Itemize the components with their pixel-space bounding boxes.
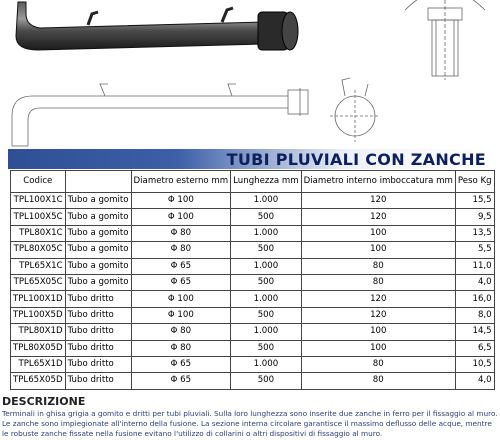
cell-peso: 4,0 (455, 274, 494, 290)
table-row (11, 193, 495, 209)
cell-diametro: Φ 80 (131, 340, 231, 356)
cell-peso: 11,0 (455, 258, 494, 274)
cell-tipo: Tubo a gomito (65, 258, 131, 274)
cell-diametro: Φ 100 (131, 193, 231, 209)
cell-peso: 5,5 (455, 242, 494, 258)
cell-lunghezza: 1.000 (231, 324, 301, 340)
table-header-row (11, 171, 495, 193)
cell-diametro: Φ 65 (131, 356, 231, 372)
cell-lunghezza: 500 (231, 242, 301, 258)
cell-lunghezza: 500 (231, 274, 301, 290)
cell-diametro: Φ 65 (131, 274, 231, 290)
cell-lunghezza: 500 (231, 373, 301, 389)
cell-lunghezza: 1.000 (231, 356, 301, 372)
cell-codice: TPL100X5C (11, 209, 66, 225)
table-row (11, 274, 495, 290)
section-view-drawing (330, 78, 380, 142)
table-row (11, 242, 495, 258)
table-row (11, 209, 495, 225)
cell-codice: TPL100X5D (11, 307, 66, 323)
cell-diametro: Φ 100 (131, 209, 231, 225)
table-row (11, 340, 495, 356)
cell-diametro: Φ 80 (131, 225, 231, 241)
table-row (11, 324, 495, 340)
table-row (11, 258, 495, 274)
cell-tipo: Tubo a gomito (65, 242, 131, 258)
table-row (11, 356, 495, 372)
cell-lunghezza: 1.000 (231, 225, 301, 241)
cell-interno: 120 (301, 193, 455, 209)
cell-lunghezza: 1.000 (231, 291, 301, 307)
cell-peso: 16,0 (455, 291, 494, 307)
cell-interno: 100 (301, 340, 455, 356)
cell-interno: 100 (301, 242, 455, 258)
cell-interno: 100 (301, 324, 455, 340)
col-header-tipo (65, 171, 131, 193)
table-row (11, 373, 495, 389)
cell-peso: 9,5 (455, 209, 494, 225)
cell-interno: 80 (301, 274, 455, 290)
cell-lunghezza: 1.000 (231, 193, 301, 209)
cell-tipo: Tubo dritto (65, 340, 131, 356)
cell-codice: TPL65X05C (11, 274, 66, 290)
title-bar (8, 149, 492, 169)
cell-tipo: Tubo dritto (65, 324, 131, 340)
cell-interno: 120 (301, 209, 455, 225)
cell-peso: 6,5 (455, 340, 494, 356)
cell-interno: 120 (301, 307, 455, 323)
cell-codice: TPL65X1D (11, 356, 66, 372)
table-row (11, 307, 495, 323)
description-text: Terminali in ghisa grigia a gomito e dritti per tubi pluviali. Sulla loro lunghezza sono inserite due zanche in ferro per il fissaggio al muro. Le zanche sono impiegionate all'interno della fusione. La sezione interna circolare garantisce il massimo deflusso delle acque, mentre le robuste zanche fissate nella fusione evitano l'utilizzo di collarini o altri dispositivi di fissaggio al muro. (2, 409, 498, 438)
table-row (11, 291, 495, 307)
cell-lunghezza: 500 (231, 209, 301, 225)
cell-tipo: Tubo a gomito (65, 209, 131, 225)
col-header-peso: Peso Kg (455, 171, 494, 193)
cell-diametro: Φ 65 (131, 258, 231, 274)
cell-codice: TPL65X05D (11, 373, 66, 389)
cell-diametro: Φ 80 (131, 242, 231, 258)
cell-tipo: Tubo a gomito (65, 274, 131, 290)
description-heading: DESCRIZIONE (2, 395, 86, 408)
cell-codice: TPL80X05D (11, 340, 66, 356)
cell-lunghezza: 1.000 (231, 258, 301, 274)
cell-codice: TPL80X1C (11, 225, 66, 241)
cell-peso: 4,0 (455, 373, 494, 389)
pipe-photo (16, 2, 298, 50)
cell-peso: 8,0 (455, 307, 494, 323)
table-row (11, 225, 495, 241)
col-header-lunghezza: Lunghezza mm (231, 171, 301, 193)
col-header-diametro-esterno: Diametro esterno mm (131, 171, 231, 193)
cell-interno: 80 (301, 258, 455, 274)
product-drawings (0, 0, 500, 148)
cell-diametro: Φ 65 (131, 373, 231, 389)
col-header-codice: Codice (11, 171, 66, 193)
product-drawings-svg (0, 0, 500, 148)
cell-peso: 14,5 (455, 324, 494, 340)
cell-peso: 15,5 (455, 193, 494, 209)
specs-table (10, 170, 495, 390)
cell-interno: 120 (301, 291, 455, 307)
cell-diametro: Φ 100 (131, 291, 231, 307)
cell-codice: TPL80X05C (11, 242, 66, 258)
cell-lunghezza: 500 (231, 307, 301, 323)
cell-interno: 80 (301, 356, 455, 372)
cell-codice: TPL80X1D (11, 324, 66, 340)
col-header-diametro-interno: Diametro interno imboccatura mm (301, 171, 455, 193)
cell-codice: TPL65X1C (11, 258, 66, 274)
cell-interno: 80 (301, 373, 455, 389)
cell-interno: 100 (301, 225, 455, 241)
cell-peso: 13,5 (455, 225, 494, 241)
cell-tipo: Tubo dritto (65, 307, 131, 323)
page-title: TUBI PLUVIALI CON ZANCHE (226, 150, 486, 169)
cell-tipo: Tubo a gomito (65, 225, 131, 241)
cell-codice: TPL100X1D (11, 291, 66, 307)
cell-peso: 10,5 (455, 356, 494, 372)
cell-tipo: Tubo a gomito (65, 193, 131, 209)
cell-tipo: Tubo dritto (65, 291, 131, 307)
cell-lunghezza: 500 (231, 340, 301, 356)
cell-diametro: Φ 80 (131, 324, 231, 340)
cell-tipo: Tubo dritto (65, 356, 131, 372)
cell-diametro: Φ 100 (131, 307, 231, 323)
plan-view-drawing (405, 0, 485, 80)
cell-tipo: Tubo dritto (65, 373, 131, 389)
side-elevation-drawing (12, 84, 308, 146)
cell-codice: TPL100X1C (11, 193, 66, 209)
